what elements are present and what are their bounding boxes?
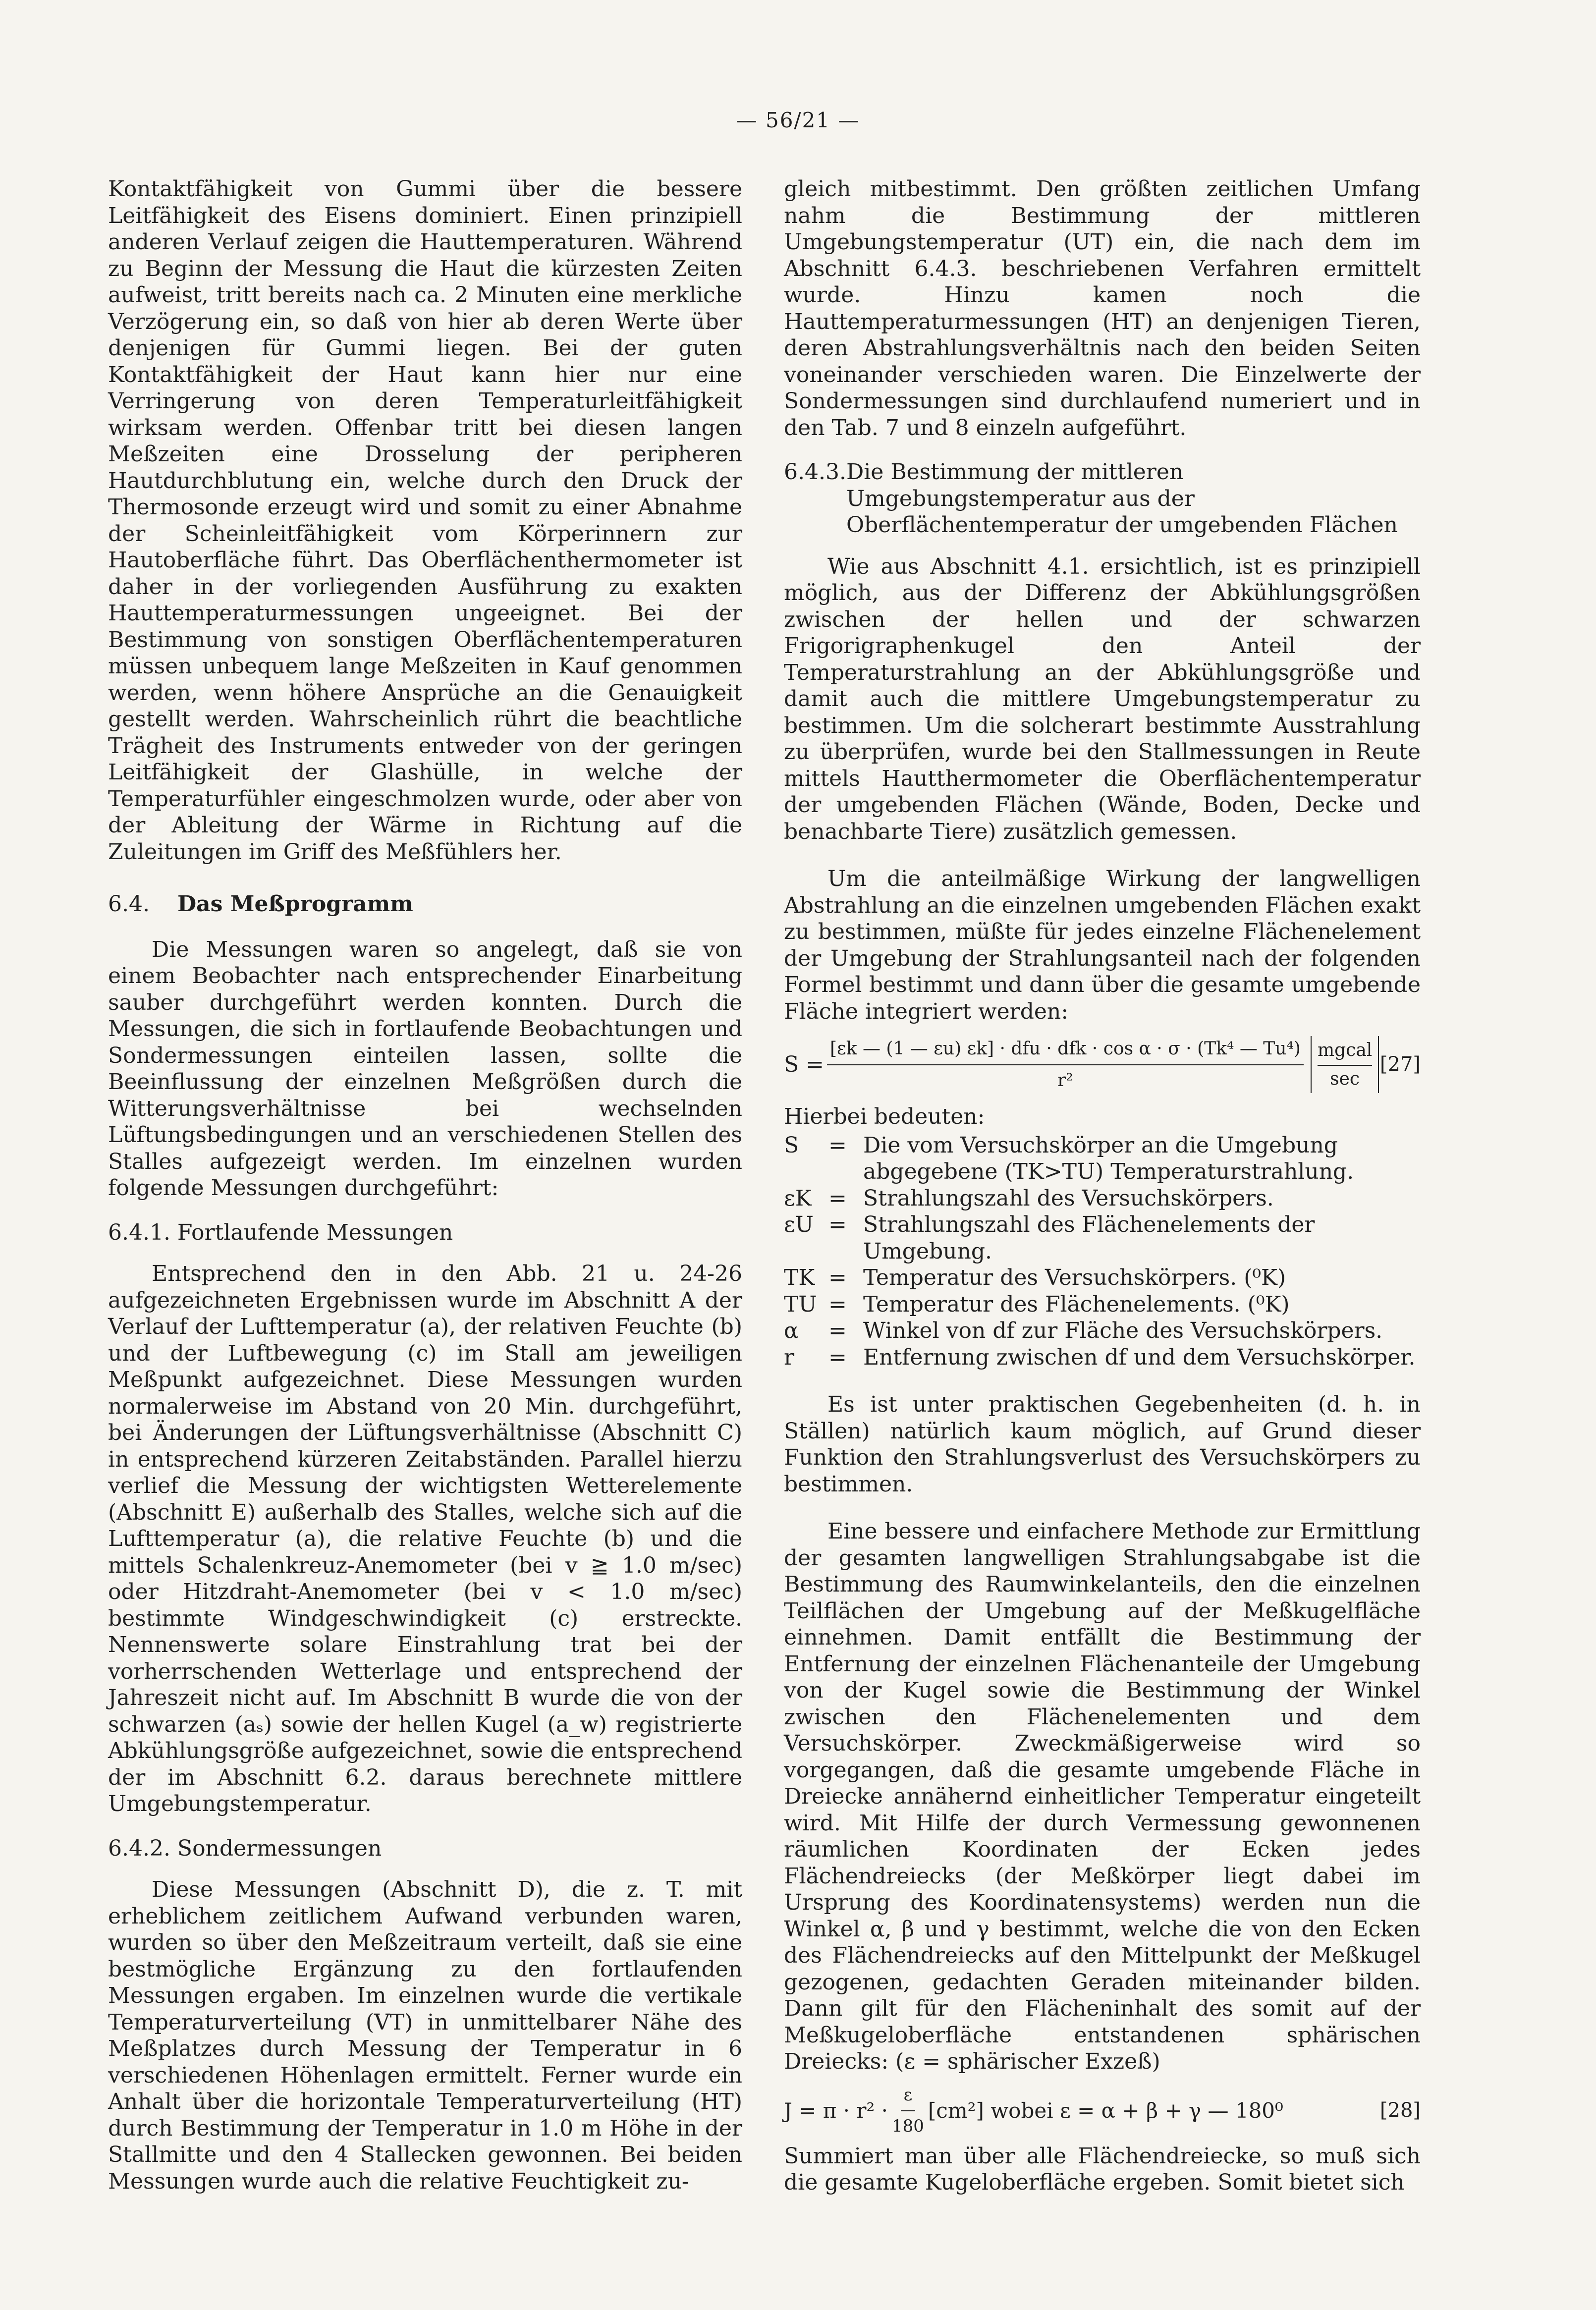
right-column [784,176,1421,2196]
legend-description: Strahlungszahl des Flächenelements der Umgebung. [863,1212,1315,1264]
legend-description: Entfernung zwischen df und dem Versuchskörper. [863,1344,1416,1370]
formula-right: [cm²] wobei ε = α + β + γ — 180⁰ [928,2098,1283,2123]
formula-unit [1311,1036,1379,1093]
section-title: Das Meßprogramm [177,891,413,917]
equation-number: [28] [1379,2099,1421,2122]
legend-description: Die vom Versuchskörper an die Umgebung abgegebene (TK>TU) Temperaturstrahlung. [863,1132,1354,1184]
legend-equals: = [828,1318,847,1343]
legend-row [784,1291,1421,1318]
legend-symbol: S [784,1132,799,1158]
legend-symbol: TK [784,1265,815,1290]
legend-row [784,1132,1421,1185]
unit-denominator: sec [1330,1068,1360,1089]
legend-equals: = [828,1132,847,1158]
legend-row [784,1211,1421,1265]
formula-lhs: S = [784,1051,824,1077]
paragraph: Um die anteilmäßige Wirkung der langwelligen Abstrahlung an die einzelnen umgebenden Flächen exakt zu bestimmen, müßte für jedes einzelne Flächenelement der Umgebung der Strahlungsanteil nach der folgenden Formel bestimmt und dann über die gesamte umgebende Fläche integriert werden: [784,866,1421,1024]
paragraph: Kontaktfähigkeit von Gummi über die bessere Leitfähigkeit des Eisens dominiert. Einen prinzipiell anderen Verlauf zeigen die Hauttemperaturen. Während zu Beginn der Messung die Haut die kürzesten Zeiten aufweist, tritt bereits nach ca. 2 Minuten eine merkliche Verzögerung ein, so daß von hier ab deren Werte über denjenigen für Gummi liegen. Bei der guten Kontaktfähigkeit der Haut kann hier nur eine Verringerung von deren Temperaturleitfähigkeit wirksam werden. Offenbar tritt bei diesen langen Meßzeiten eine Drosselung der peripheren Hautdurchblutung ein, welche durch den Druck der Thermosonde erzeugt wird und somit zu einer Abnahme der Scheinleitfähigkeit vom Körperinnern zur Hautoberfläche führt. Das Oberflächenthermometer ist daher in der vorliegenden Ausführung zu exakten Hauttemperaturmessungen ungeeignet. Bei der Bestimmung von sonstigen Oberflächentemperaturen müssen unbequem lange Meßzeiten in Kauf genommen werden, wenn höhere Ansprüche an die Genauigkeit gestellt werden. Wahrscheinlich rührt die beachtliche Trägheit des Instruments entweder von der geringen Leitfähigkeit der Glashülle, in welche der Temperaturfühler eingeschmolzen wurde, oder aber von der Ableitung der Wärme in Richtung auf die Zuleitungen im Griff des Meßfühlers her. [108,176,742,865]
legend-row [784,1344,1421,1371]
subsection-title: Die Bestimmung der mittleren Umgebungstemperatur aus der Oberflächentemperatur der umgebenden Flächen [846,459,1398,538]
paragraph: Die Messungen waren so angelegt, daß sie von einem Beobachter nach entsprechender Einarbeitung sauber durchgeführt werden konnten. Durch die Messungen, die sich in fortlaufende Beobachtungen und Sondermessungen einteilen lassen, sollte die Beeinflussung der einzelnen Meßgrößen durch die Witterungsverhältnisse bei wechselnden Lüftungsbedingungen und an verschiedenen Stellen des Stalles aufgezeigt werden. Im einzelnen wurden folgende Messungen durchgeführt: [108,936,742,1201]
formula-left: J = π · r² · [784,2098,888,2123]
formula-denominator: 180 [892,2116,924,2136]
legend-description: Temperatur des Versuchskörpers. (⁰K) [863,1265,1286,1290]
legend-row [784,1318,1421,1344]
formula-27 [784,1036,1421,1094]
paragraph: Wie aus Abschnitt 4.1. ersichtlich, ist es prinzipiell möglich, aus der Differenz der Abkühlungsgrößen zwischen der hellen und der schwarzen Frigorigraphenkugel den Anteil der Temperaturstrahlung an der Abkühlungsgröße und damit auch die mittlere Umgebungstemperatur zu bestimmen. Um die solcherart bestimmte Ausstrahlung zu überprüfen, wurde bei den Stallmessungen in Reute mittels Hautthermometer die Oberflächentemperatur der umgebenden Flächen (Wände, Boden, Decke und benachbarte Tiere) zusätzlich gemessen. [784,553,1421,844]
subsection-number: 6.4.3. [784,459,846,485]
section-heading [108,891,742,918]
subsection-heading [784,459,1421,539]
legend-symbol: α [784,1318,799,1343]
legend-description: Temperatur des Flächenelements. (⁰K) [863,1291,1290,1317]
legend-equals: = [828,1185,847,1211]
paragraph: Es ist unter praktischen Gegebenheiten (d. h. in Ställen) natürlich kaum möglich, auf Grund dieser Funktion den Strahlungsverlust des Versuchskörpers zu bestimmen. [784,1392,1421,1497]
paragraph: Diese Messungen (Abschnitt D), die z. T. mit erheblichem zeitlichem Aufwand verbunden waren, wurden so über den Meßzeitraum verteilt, daß sie eine bestmögliche Ergänzung zu den fortlaufenden Messungen ergaben. Im einzelnen wurde die vertikale Temperaturverteilung (VT) in unmittelbarer Nähe des Meßplatzes durch Messung der Temperatur in 6 verschiedenen Höhenlagen ermittelt. Ferner wurde ein Anhalt über die horizontale Temperaturverteilung (HT) durch Bestimmung der Temperatur in 1.0 m Höhe in der Stallmitte und den 4 Stallecken gewonnen. Bei beiden Messungen wurde auch die relative Feuchtigkeit zu- [108,1877,742,2194]
unit-numerator: mgcal [1318,1037,1372,1066]
section-number: 6.4. [108,891,150,917]
paragraph: Eine bessere und einfachere Methode zur Ermittlung der gesamten langwelligen Strahlungsabgabe ist die Bestimmung des Raumwinkelanteils, den die einzelnen Teilflächen der Umgebung auf der Meßkugelfläche einnehmen. Damit entfällt die Bestimmung der Entfernung der einzelnen Flächenanteile der Umgebung von der Kugel sowie die Bestimmung der Winkel zwischen den Flächenelementen und dem Versuchskörper. Zweckmäßigerweise wird so vorgegangen, daß die gesamte umgebende Fläche in Dreiecke annähernd einheitlicher Temperatur eingeteilt wird. Mit Hilfe der durch Vermessung gewonnenen räumlichen Koordinaten der Ecken jedes Flächendreiecks (der Meßkörper liegt dabei im Ursprung des Koordinatensystems) werden nun die Winkel α, β und γ bestimmt, welche die von den Ecken des Flächendreiecks auf den Mittelpunkt der Meßkugel gezogenen, gedachten Geraden miteinander bilden. Dann gilt für den Flächeninhalt des somit auf der Meßkugeloberfläche entstandenen sphärischen Dreiecks: (ε = sphärischer Exzeß) [784,1519,1421,2074]
legend-intro: Hierbei bedeuten: [784,1104,985,1129]
legend-symbol: TU [784,1291,817,1317]
left-column [108,176,742,2195]
equation-number: [27] [1379,1052,1421,1076]
formula-28 [784,2082,1421,2140]
subsection-heading: 6.4.1. Fortlaufende Messungen [108,1219,453,1245]
legend-row [784,1265,1421,1291]
page-number: — 56/21 — [736,108,860,132]
legend-symbol: r [784,1344,795,1370]
legend-description: Winkel von df zur Fläche des Versuchskörpers. [863,1318,1383,1343]
formula-numerator: [εk — (1 — εu) εk] · dfu · dfk · cos α · σ · (Tk⁴ — Tu⁴) [827,1036,1304,1065]
legend-description: Strahlungszahl des Versuchskörpers. [863,1185,1274,1211]
legend-row [784,1185,1421,1212]
paragraph: Entsprechend den in den Abb. 21 u. 24-26 aufgezeichneten Ergebnissen wurde im Abschnitt A der Verlauf der Lufttemperatur (a), der relativen Feuchte (b) und der Luftbewegung (c) im Stall am jeweiligen Meßpunkt aufgezeichnet. Diese Messungen wurden normalerweise im Abstand von 20 Min. durchgeführt, bei Änderungen der Lüftungsverhältnisse (Abschnitt C) in entsprechend kürzeren Zeitabständen. Parallel hierzu verlief die Messung der wichtigsten Wetterelemente (Abschnitt E) außerhalb des Stalles, welche sich auf die Lufttemperatur (a), die relative Feuchte (b) und die mittels Schalenkreuz-Anemometer (bei v ≧ 1.0 m/sec) oder Hitzdraht-Anemometer (bei v < 1.0 m/sec) bestimmte Windgeschwindigkeit (c) erstreckte. Nennenswerte solare Einstrahlung trat bei der vorherrschenden Wetterlage und entsprechend der Jahreszeit nicht auf. Im Abschnitt B wurde die von der schwarzen (aₛ) sowie der hellen Kugel (a_w) registrierte Abkühlungsgröße aufgezeichnet, sowie die entsprechend der im Abschnitt 6.2. daraus berechnete mittlere Umgebungstemperatur. [108,1261,742,1816]
formula-denominator: r² [1057,1070,1073,1091]
symbol-legend [784,1132,1421,1371]
paragraph: Summiert man über alle Flächendreiecke, so muß sich die gesamte Kugeloberfläche ergeben. Somit bietet sich [784,2143,1421,2195]
paragraph: gleich mitbestimmt. Den größten zeitlichen Umfang nahm die Bestimmung der mittleren Umgebungstemperatur (UT) ein, die nach dem im Abschnitt 6.4.3. beschriebenen Verfahren ermittelt wurde. Hinzu kamen noch die Hauttemperaturmessungen (HT) an denjenigen Tieren, deren Abstrahlungsverhältnis nach den beiden Seiten voneinander verschieden waren. Die Einzelwerte der Sondermessungen sind durchlaufend numeriert und in den Tab. 7 und 8 einzeln aufgeführt. [784,176,1421,440]
legend-equals: = [828,1291,847,1317]
formula-numerator: ε [901,2082,916,2112]
legend-symbol: εK [784,1185,812,1211]
legend-symbol: εU [784,1212,814,1237]
formula-fraction [827,1036,1304,1094]
legend-equals: = [828,1212,847,1237]
legend-equals: = [828,1344,847,1370]
legend-equals: = [828,1265,847,1290]
subsection-heading: 6.4.2. Sondermessungen [108,1835,382,1861]
formula-fraction [892,2082,924,2140]
